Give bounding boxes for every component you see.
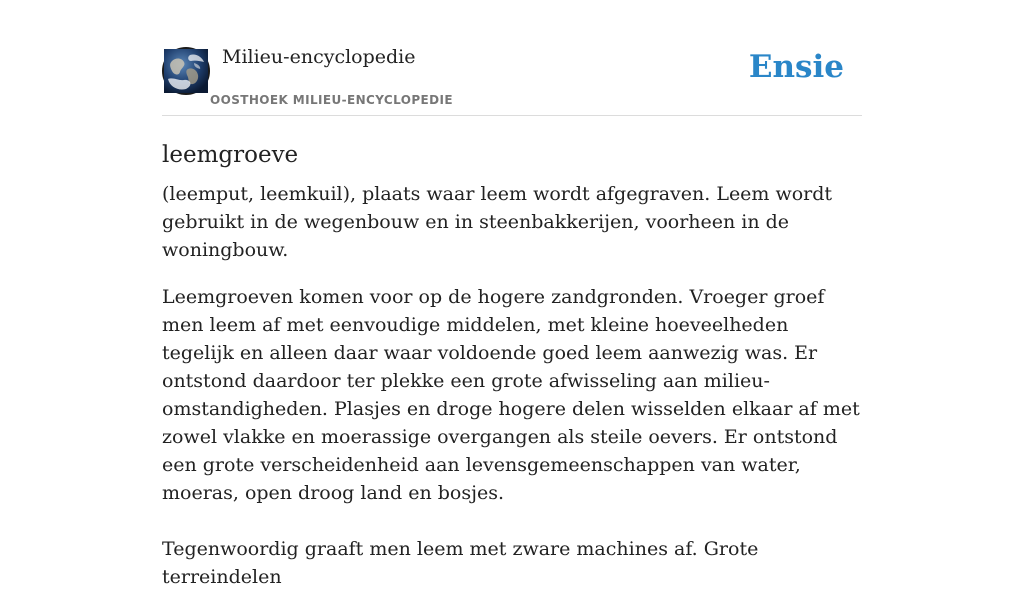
source-subtitle: OOSTHOEK MILIEU-ENCYCLOPEDIE — [210, 93, 453, 107]
entry-paragraph: Leemgroeven komen voor op de hogere zandgronden. Vroeger groef men leem af met eenvoudige middelen, met kleine hoeveelheden tegelijk en alleen daar waar voldoende goed leem aanwezig was. Er ontstond daardoor ter plekke een grote afwisseling aan milieu-omstandigheden. Plasjes en droge hogere delen wisselden elkaar af met zowel vlakke en moerassige overgangen als steile oevers. Er ontstond een grote verscheidenheid aan levensgemeenschappen van water, moeras, open droog land en bosjes. — [162, 286, 860, 504]
brand-logo-link[interactable]: Ensie — [748, 49, 844, 85]
entry-paragraph: Tegenwoordig graaft men leem met zware machines af. Grote terreindelen — [162, 538, 759, 588]
source-title[interactable]: Milieu-encyclopedie — [222, 46, 416, 68]
entry-term: leemgroeve — [162, 142, 299, 168]
entry-page — [162, 0, 862, 588]
earth-globe-icon[interactable] — [162, 47, 210, 95]
entry-paragraph: (leemput, leemkuil), plaats waar leem wordt afgegraven. Leem wordt gebruikt in de wegenbouw en in steenbakkerijen, voorheen in de woningbouw. — [162, 183, 833, 261]
header — [162, 0, 862, 116]
